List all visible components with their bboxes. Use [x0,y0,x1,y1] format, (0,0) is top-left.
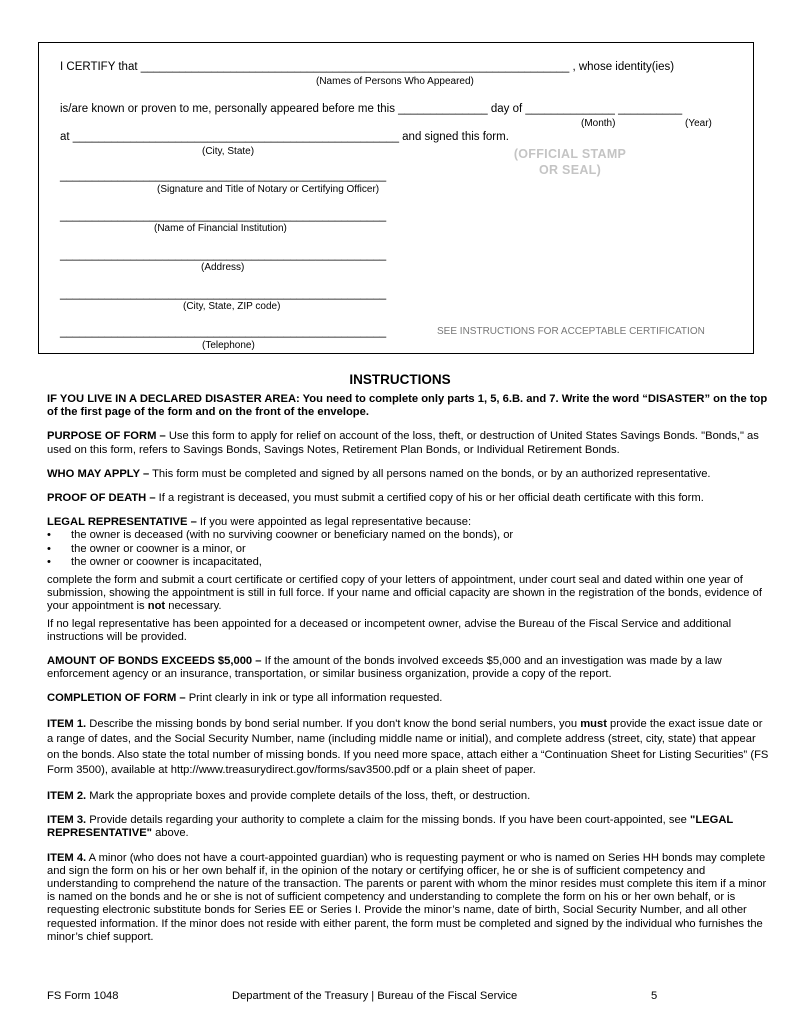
city-zip-line: ___________________________________________________ [60,288,387,300]
legal-representative-paragraph [47,516,769,529]
address-line: ___________________________________________________ [60,249,387,261]
institution-line: ___________________________________________________ [60,210,387,222]
item-4-text: A minor (who does not have a court-appointed guardian) who is requesting payment or who is named on Series HH bonds may complete and sign the form on his or her own behalf if, in the opinion of the notary or certifying officer, he or she is of sufficient competency and understanding to comprehend the nature of the transaction. The parents or parent with whom the minor resides must complete this item if a minor is named on the bonds and he or she is not of sufficient competency and understanding to complete the form on his or her own behalf, or is requesting electronic substitute bonds for Series EE or Series I. Provide the minor’s name, date of birth, Social Security Number, and all other requested information. If the minor does not reside with either parent, the form must be completed and signed by the individual who furnishes the minor’s chief support. [47,851,767,943]
legal-cont-tail: necessary. [165,600,222,613]
item-4-heading: ITEM 4. [47,851,87,864]
instructions-title: INSTRUCTIONS [349,372,451,387]
certification-box [38,42,754,354]
item-1-tail: provide the exact issue date or a range of dates, and the Social Security Number, name (including middle name or initial), and complete address (street, city, state) that appear on the bonds. Also state the total number of missing bonds. If you need more space, attach either a “Continuation Sheet for Listing Securities” (FS Form 3500), available at http://www.treasurydirect.gov/forms/sav3500.pdf or a plain sheet of paper. [47,717,769,777]
at-line: at ___________________________________________________ and signed this form. [60,131,509,143]
bullet-icon: • [47,529,51,542]
month-caption: (Month) [581,118,616,129]
stamp-line-1: (OFFICIAL STAMP [513,147,627,161]
item-3-heading: ITEM 3. [47,814,87,827]
item-2-paragraph [47,790,769,803]
item-1-emphasis: must [580,717,607,730]
names-caption: (Names of Persons Who Appeared) [316,76,474,87]
footer-form-number: FS Form 1048 [47,990,119,1002]
legal-continuation [47,574,769,614]
list-item [47,543,769,556]
who-text: This form must be completed and signed by all persons named on the bonds, or by an authorized representative. [149,467,711,480]
purpose-text: Use this form to apply for relief on account of the loss, theft, or destruction of United States Savings Bonds. "Bonds," as used on this form, refers to Savings Bonds, Savings Notes, Retirement Plan Bonds, or Individual Retirement Bonds. [47,430,759,456]
known-line: is/are known or proven to me, personally appeared before me this ______________ day of ______________ __________ [60,103,683,115]
address-caption: (Address) [201,262,245,273]
institution-caption: (Name of Financial Institution) [154,223,287,234]
death-text: If a registrant is deceased, you must submit a certified copy of his or her official death certificate with this form. [155,492,704,505]
legal-heading: LEGAL REPRESENTATIVE – [47,516,197,529]
no-legal-representative-paragraph: If no legal representative has been appointed for a deceased or incompetent owner, advise the Bureau of the Fiscal Service and additional instructions will be provided. [47,617,732,643]
list-item [47,556,769,569]
proof-of-death-paragraph [47,492,769,505]
telephone-line: ___________________________________________________ [60,326,387,338]
see-instructions-note: SEE INSTRUCTIONS FOR ACCEPTABLE CERTIFICATION [437,326,705,337]
year-caption: (Year) [685,118,712,129]
item-1-text: Describe the missing bonds by bond serial number. If you don't know the bond serial numbers, you [86,717,581,730]
amount-heading: AMOUNT OF BONDS EXCEEDS $5,000 – [47,655,262,668]
purpose-heading: PURPOSE OF FORM – [47,430,166,443]
bullet-text: the owner is deceased (with no surviving coowner or beneficiary named on the bonds), or [71,529,514,542]
completion-heading: COMPLETION OF FORM – [47,692,186,705]
signature-caption: (Signature and Title of Notary or Certifying Officer) [157,184,380,195]
item-4-paragraph [47,852,769,944]
legal-cont-text: complete the form and submit a court certificate or certified copy of your letters of appointment, under court seal and dated within one year of submission, showing the appointment is still in full force. If your name and official capacity are shown in the registration of the bonds, evidence of your appointment is [47,574,762,613]
certify-line: I CERTIFY that ___________________________________________________________________ , whose identity(ies) [60,61,675,73]
signature-line: ___________________________________________________ [60,170,387,182]
completion-text: Print clearly in ink or type all information requested. [185,692,443,705]
item-3-emphasis: "LEGAL REPRESENTATIVE" [47,814,734,840]
official-stamp-placeholder [495,146,645,178]
who-may-apply-paragraph [47,468,769,481]
item-1-paragraph [47,717,769,779]
legal-bullet-list [47,529,769,569]
who-heading: WHO MAY APPLY – [47,467,150,480]
item-2-heading: ITEM 2. [47,790,87,803]
instructions-body [47,393,769,955]
footer-page-number: 5 [651,990,658,1002]
completion-paragraph [47,692,769,705]
legal-cont-emphasis: not [147,600,166,613]
item-3-text: Provide details regarding your authority to complete a claim for the missing bonds. If you have been court-appointed, see [86,814,691,827]
legal-text: If you were appointed as legal representative because: [196,516,472,529]
amount-text: If the amount of the bonds involved exceeds $5,000 and an investigation was made by a law enforcement agency or an insurance, transportation, or similar business organization, provide a copy of the report. [47,655,722,681]
stamp-line-2: OR SEAL) [538,163,602,177]
item-1-heading: ITEM 1. [47,717,87,730]
item-3-paragraph [47,814,769,840]
amount-paragraph [47,655,769,681]
city-state-caption: (City, State) [202,146,255,157]
death-heading: PROOF OF DEATH – [47,492,156,505]
list-item [47,529,769,542]
item-2-text: Mark the appropriate boxes and provide complete details of the loss, theft, or destruction. [86,790,531,803]
bullet-icon: • [47,555,51,568]
telephone-caption: (Telephone) [202,340,255,351]
item-3-tail: above. [151,827,189,840]
bullet-icon: • [47,542,51,555]
disaster-paragraph: IF YOU LIVE IN A DECLARED DISASTER AREA: You need to complete only parts 1, 5, 6.B. and 7. Write the word “DISASTER” on the top of the first page of the form and on the front of the envelope. [47,393,768,419]
footer-agency: Department of the Treasury | Bureau of the Fiscal Service [232,990,518,1002]
purpose-paragraph [47,430,769,456]
city-zip-caption: (City, State, ZIP code) [183,301,281,312]
bullet-text: the owner or coowner is incapacitated, [71,555,262,568]
bullet-text: the owner or coowner is a minor, or [71,542,246,555]
